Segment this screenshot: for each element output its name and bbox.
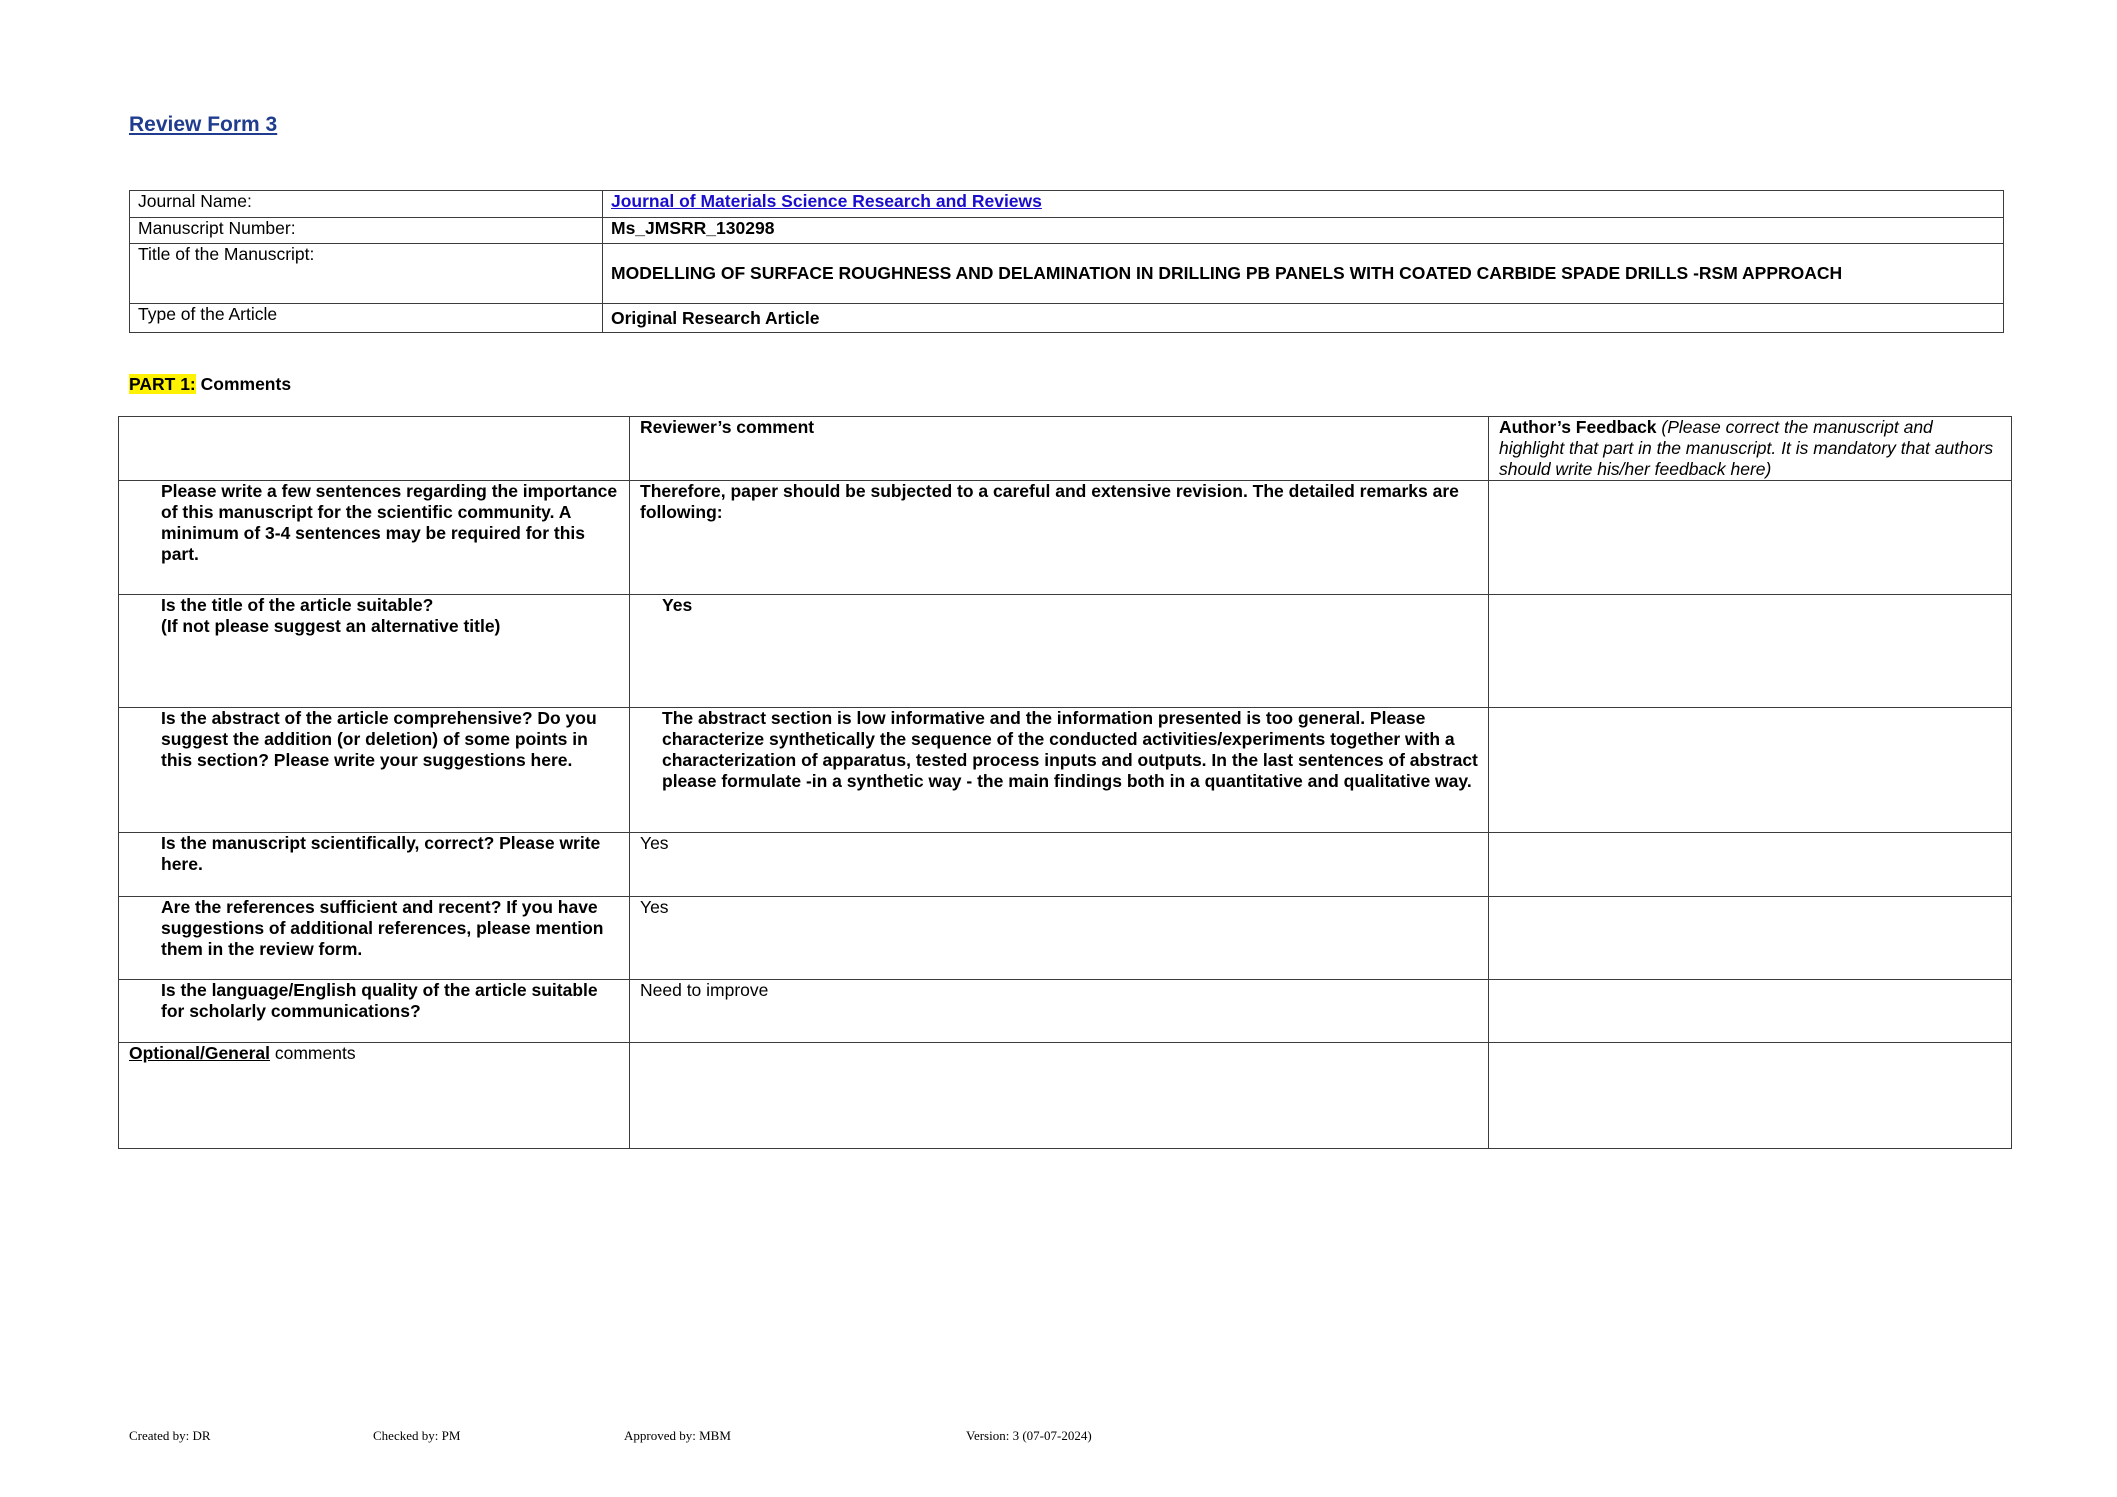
- comments-table: [118, 416, 2012, 1149]
- comment-row: [119, 833, 2012, 897]
- comments-header-row: [119, 417, 2012, 481]
- author-feedback-cell[interactable]: [1489, 481, 2012, 595]
- footer-created-by: Created by: DR: [129, 1428, 211, 1443]
- reviewer-comment[interactable]: The abstract section is low informative and the information presented is too general. Please characterize synthetically the sequence of the conducted activities/experiments together with a characterization of apparatus, tested process inputs and outputs. In the last sentences of abstract please formulate -in a synthetic way - the main findings both in a quantitative and qualitative way.: [630, 708, 1489, 833]
- footer-checked-by: Checked by: PM: [373, 1428, 461, 1443]
- question-title-line1: Is the title of the article suitable?: [161, 595, 434, 615]
- optional-comments-row: [119, 1043, 2012, 1149]
- footer-version: Version: 3 (07-07-2024): [966, 1428, 1092, 1443]
- manuscript-number-row: [130, 218, 2004, 244]
- reviewer-comment[interactable]: Yes: [630, 897, 1489, 980]
- question-language: Is the language/English quality of the article suitable for scholarly communications?: [119, 980, 630, 1043]
- manuscript-title-label: Title of the Manuscript:: [130, 244, 603, 304]
- journal-link[interactable]: Journal of Materials Science Research and Reviews: [611, 191, 1042, 211]
- optional-comments-label: [119, 1043, 630, 1149]
- manuscript-number-value: Ms_JMSRR_130298: [603, 218, 2004, 244]
- manuscript-info-table: [129, 190, 2004, 333]
- question-references: Are the references sufficient and recent? If you have suggestions of additional references, please mention them in the review form.: [119, 897, 630, 980]
- journal-row: [130, 191, 2004, 218]
- question-title: [119, 595, 630, 708]
- manuscript-title-value: MODELLING OF SURFACE ROUGHNESS AND DELAMINATION IN DRILLING PB PANELS WITH COATED CARBIDE SPADE DRILLS -RSM APPROACH: [603, 244, 2004, 304]
- part-heading: [129, 374, 291, 395]
- comment-row: [119, 481, 2012, 595]
- journal-value-cell: [603, 191, 2004, 218]
- optional-reviewer-comment[interactable]: [630, 1043, 1489, 1149]
- comment-row: [119, 980, 2012, 1043]
- optional-author-feedback[interactable]: [1489, 1043, 2012, 1149]
- question-scientific: Is the manuscript scientifically, correct? Please write here.: [119, 833, 630, 897]
- author-feedback-title: Author’s Feedback: [1499, 417, 1657, 437]
- reviewer-comment[interactable]: Yes: [630, 595, 1489, 708]
- optional-comments-suffix: comments: [270, 1043, 356, 1063]
- part-title: Comments: [195, 374, 292, 394]
- manuscript-number-label: Manuscript Number:: [130, 218, 603, 244]
- reviewer-comment[interactable]: Need to improve: [630, 980, 1489, 1043]
- reviewer-comment[interactable]: Yes: [630, 833, 1489, 897]
- author-feedback-cell[interactable]: [1489, 980, 2012, 1043]
- manuscript-title-row: [130, 244, 2004, 304]
- author-feedback-cell[interactable]: [1489, 833, 2012, 897]
- question-abstract: Is the abstract of the article comprehensive? Do you suggest the addition (or deletion) of some points in this section? Please write your suggestions here.: [119, 708, 630, 833]
- header-reviewer-comment: Reviewer’s comment: [630, 417, 1489, 481]
- author-feedback-cell[interactable]: [1489, 595, 2012, 708]
- question-importance: Please write a few sentences regarding the importance of this manuscript for the scientific community. A minimum of 3-4 sentences may be required for this part.: [119, 481, 630, 595]
- author-feedback-cell[interactable]: [1489, 897, 2012, 980]
- journal-label: Journal Name:: [130, 191, 603, 218]
- header-author-feedback: [1489, 417, 2012, 481]
- reviewer-comment[interactable]: Therefore, paper should be subjected to a careful and extensive revision. The detailed remarks are following:: [630, 481, 1489, 595]
- author-feedback-cell[interactable]: [1489, 708, 2012, 833]
- article-type-row: [130, 304, 2004, 333]
- comment-row: [119, 708, 2012, 833]
- footer-approved-by: Approved by: MBM: [624, 1428, 731, 1443]
- part-label: PART 1:: [129, 374, 196, 394]
- article-type-label: Type of the Article: [130, 304, 603, 333]
- optional-general-label: Optional/General: [129, 1043, 270, 1063]
- form-title: Review Form 3: [129, 113, 278, 136]
- comment-row: [119, 595, 2012, 708]
- comment-row: [119, 897, 2012, 980]
- question-title-line2: (If not please suggest an alternative title): [161, 616, 501, 636]
- article-type-value: Original Research Article: [603, 304, 2004, 333]
- author-feedback-instructions: (Please correct the manuscript and highlight that part in the manuscript. It is mandatory that authors should write his/her feedback here): [1499, 417, 1994, 479]
- header-empty-cell: [119, 417, 630, 481]
